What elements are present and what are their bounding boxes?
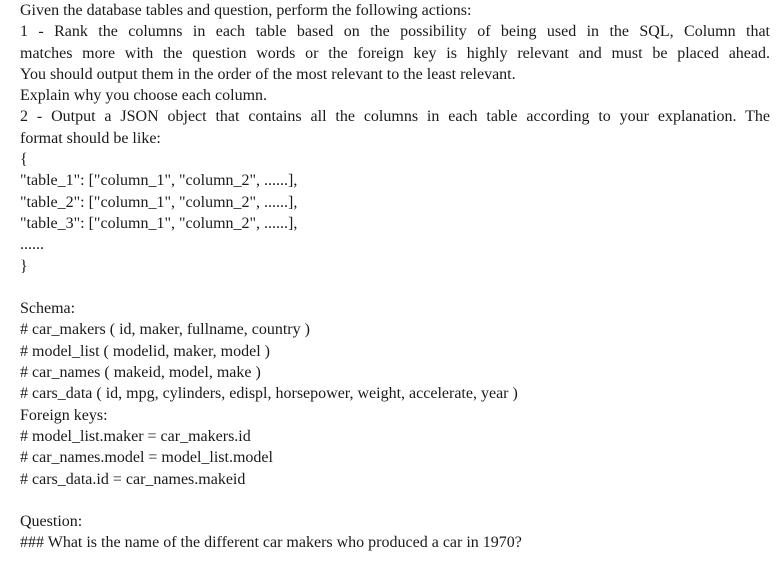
format-row: "table_2": ["column_1", "column_2", ......], <box>20 193 298 211</box>
format-open-brace: { <box>20 151 28 169</box>
spacer <box>20 277 770 298</box>
instruction-step1-line3: You should output them in the order of the most relevant to the least relevant. <box>20 65 516 83</box>
schema-table-line: # model_list ( modelid, maker, model ) <box>20 342 270 360</box>
schema-table-line: # car_makers ( id, maker, fullname, country ) <box>20 321 310 339</box>
format-close-brace: } <box>20 257 28 275</box>
schema-table-line: # cars_data ( id, mpg, cylinders, edispl, horsepower, weight, accelerate, year ) <box>20 385 518 403</box>
format-row: "table_3": ["column_1", "column_2", ......], <box>20 214 298 232</box>
instruction-step2-line1: 2 - Output a JSON object that contains all the columns in each table according to your explanation. The <box>20 108 770 126</box>
foreign-keys-heading: Foreign keys: <box>20 406 108 424</box>
instruction-step2-line2: format should be like: <box>20 129 161 147</box>
schema-table-line: # car_names ( makeid, model, make ) <box>20 364 261 382</box>
foreign-key-line: # model_list.maker = car_makers.id <box>20 427 251 445</box>
format-ellipsis: ...... <box>20 236 44 254</box>
prompt-document <box>20 0 770 554</box>
instruction-intro: Given the database tables and question, perform the following actions: <box>20 2 472 19</box>
schema-heading: Schema: <box>20 300 76 318</box>
instruction-step1-line4: Explain why you choose each column. <box>20 87 268 105</box>
spacer <box>20 490 770 511</box>
foreign-key-line: # cars_data.id = car_names.makeid <box>20 470 246 488</box>
foreign-key-line: # car_names.model = model_list.model <box>20 449 273 467</box>
format-row: "table_1": ["column_1", "column_2", ......], <box>20 172 298 190</box>
instruction-step1-line2: matches more with the question words or the foreign key is highly relevant and must be placed ahead. <box>20 44 770 62</box>
question-text: ### What is the name of the different car makers who produced a car in 1970? <box>20 534 522 552</box>
question-heading: Question: <box>20 513 83 531</box>
instruction-step1-line1: 1 - Rank the columns in each table based on the possibility of being used in the SQL, Column that <box>20 23 770 41</box>
